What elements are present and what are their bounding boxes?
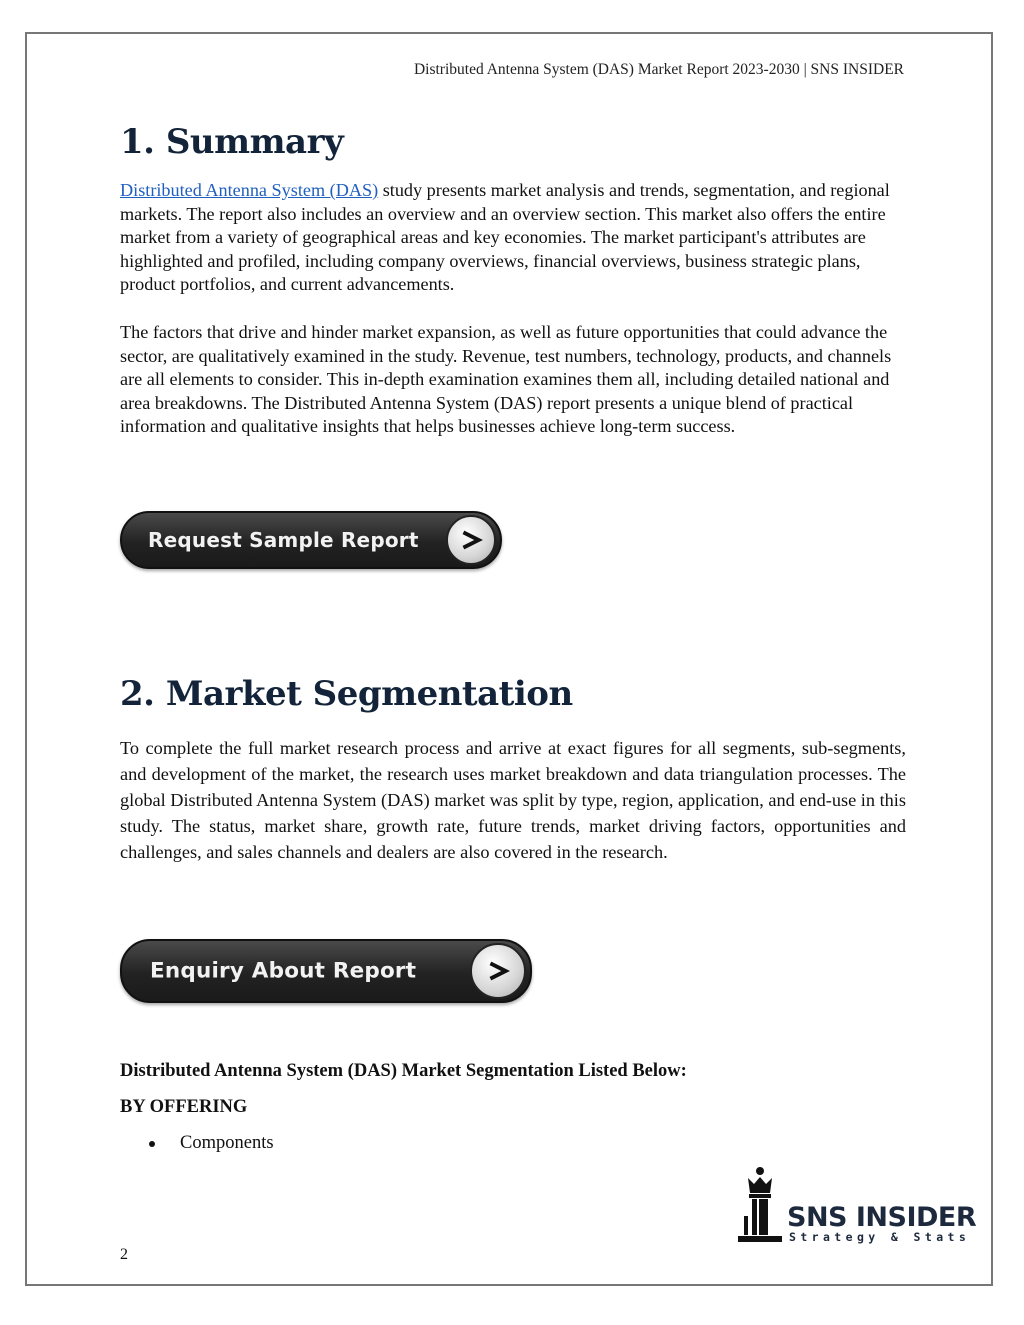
segmentation-list-title: Distributed Antenna System (DAS) Market Segmentation Listed Below: — [120, 1061, 687, 1081]
chevron-right-icon — [470, 943, 526, 999]
logo-wordmark: SNS INSIDER — [787, 1202, 977, 1233]
segmentation-heading: 2. Market Segmentation — [120, 674, 573, 714]
summary-paragraph-1-text: study presents market analysis and trends, segmentation, and regional markets. The report also includes an overview and an overview section. This market also offers the entire market from a variety of geographical areas and key economies. The market participant's attributes are highlighted and profiled, including company overviews, financial overviews, business strategic plans, product portfolios, and current advancements. — [120, 180, 890, 295]
request-sample-report-button[interactable] — [120, 511, 502, 569]
summary-heading: 1. Summary — [120, 122, 344, 162]
bullet-icon — [149, 1141, 155, 1147]
logo-tagline: Strategy & Stats — [789, 1230, 971, 1244]
page-number: 2 — [120, 1246, 128, 1263]
das-report-link[interactable]: Distributed Antenna System (DAS) — [120, 180, 379, 200]
chevron-right-icon — [446, 515, 496, 565]
chess-king-icon — [735, 1166, 785, 1244]
enquiry-about-report-label: Enquiry About Report — [150, 958, 417, 984]
summary-paragraph-2: The factors that drive and hinder market expansion, as well as future opportunities that could advance the sector, are qualitatively examined in the study. Revenue, test numbers, technology, products, and channels are all elements to consider. This in-depth examination examines them all, including detailed national and area breakdowns. The Distributed Antenna System (DAS) report presents a unique blend of practical information and qualitative insights that helps businesses achieve long-term success. — [120, 322, 892, 437]
sns-insider-logo — [735, 1166, 977, 1246]
segmentation-paragraph: To complete the full market research process and arrive at exact figures for all segments, sub-segments, and development of the market, the research uses market breakdown and data triangulation processes. The global Distributed Antenna System (DAS) market was split by type, region, application, and end-use in this study. The status, market share, growth rate, future trends, market driving factors, opportunities and challenges, and sales channels and dealers are also covered in the research. — [120, 738, 906, 862]
summary-paragraph-1 — [120, 179, 906, 297]
list-item — [149, 1133, 274, 1154]
enquiry-about-report-button[interactable] — [120, 939, 532, 1003]
running-header: Distributed Antenna System (DAS) Market Report 2023-2030 | SNS INSIDER — [413, 61, 904, 78]
request-sample-report-label: Request Sample Report — [148, 528, 419, 552]
by-offering-heading: BY OFFERING — [120, 1097, 248, 1117]
list-item-text: Components — [180, 1133, 274, 1153]
